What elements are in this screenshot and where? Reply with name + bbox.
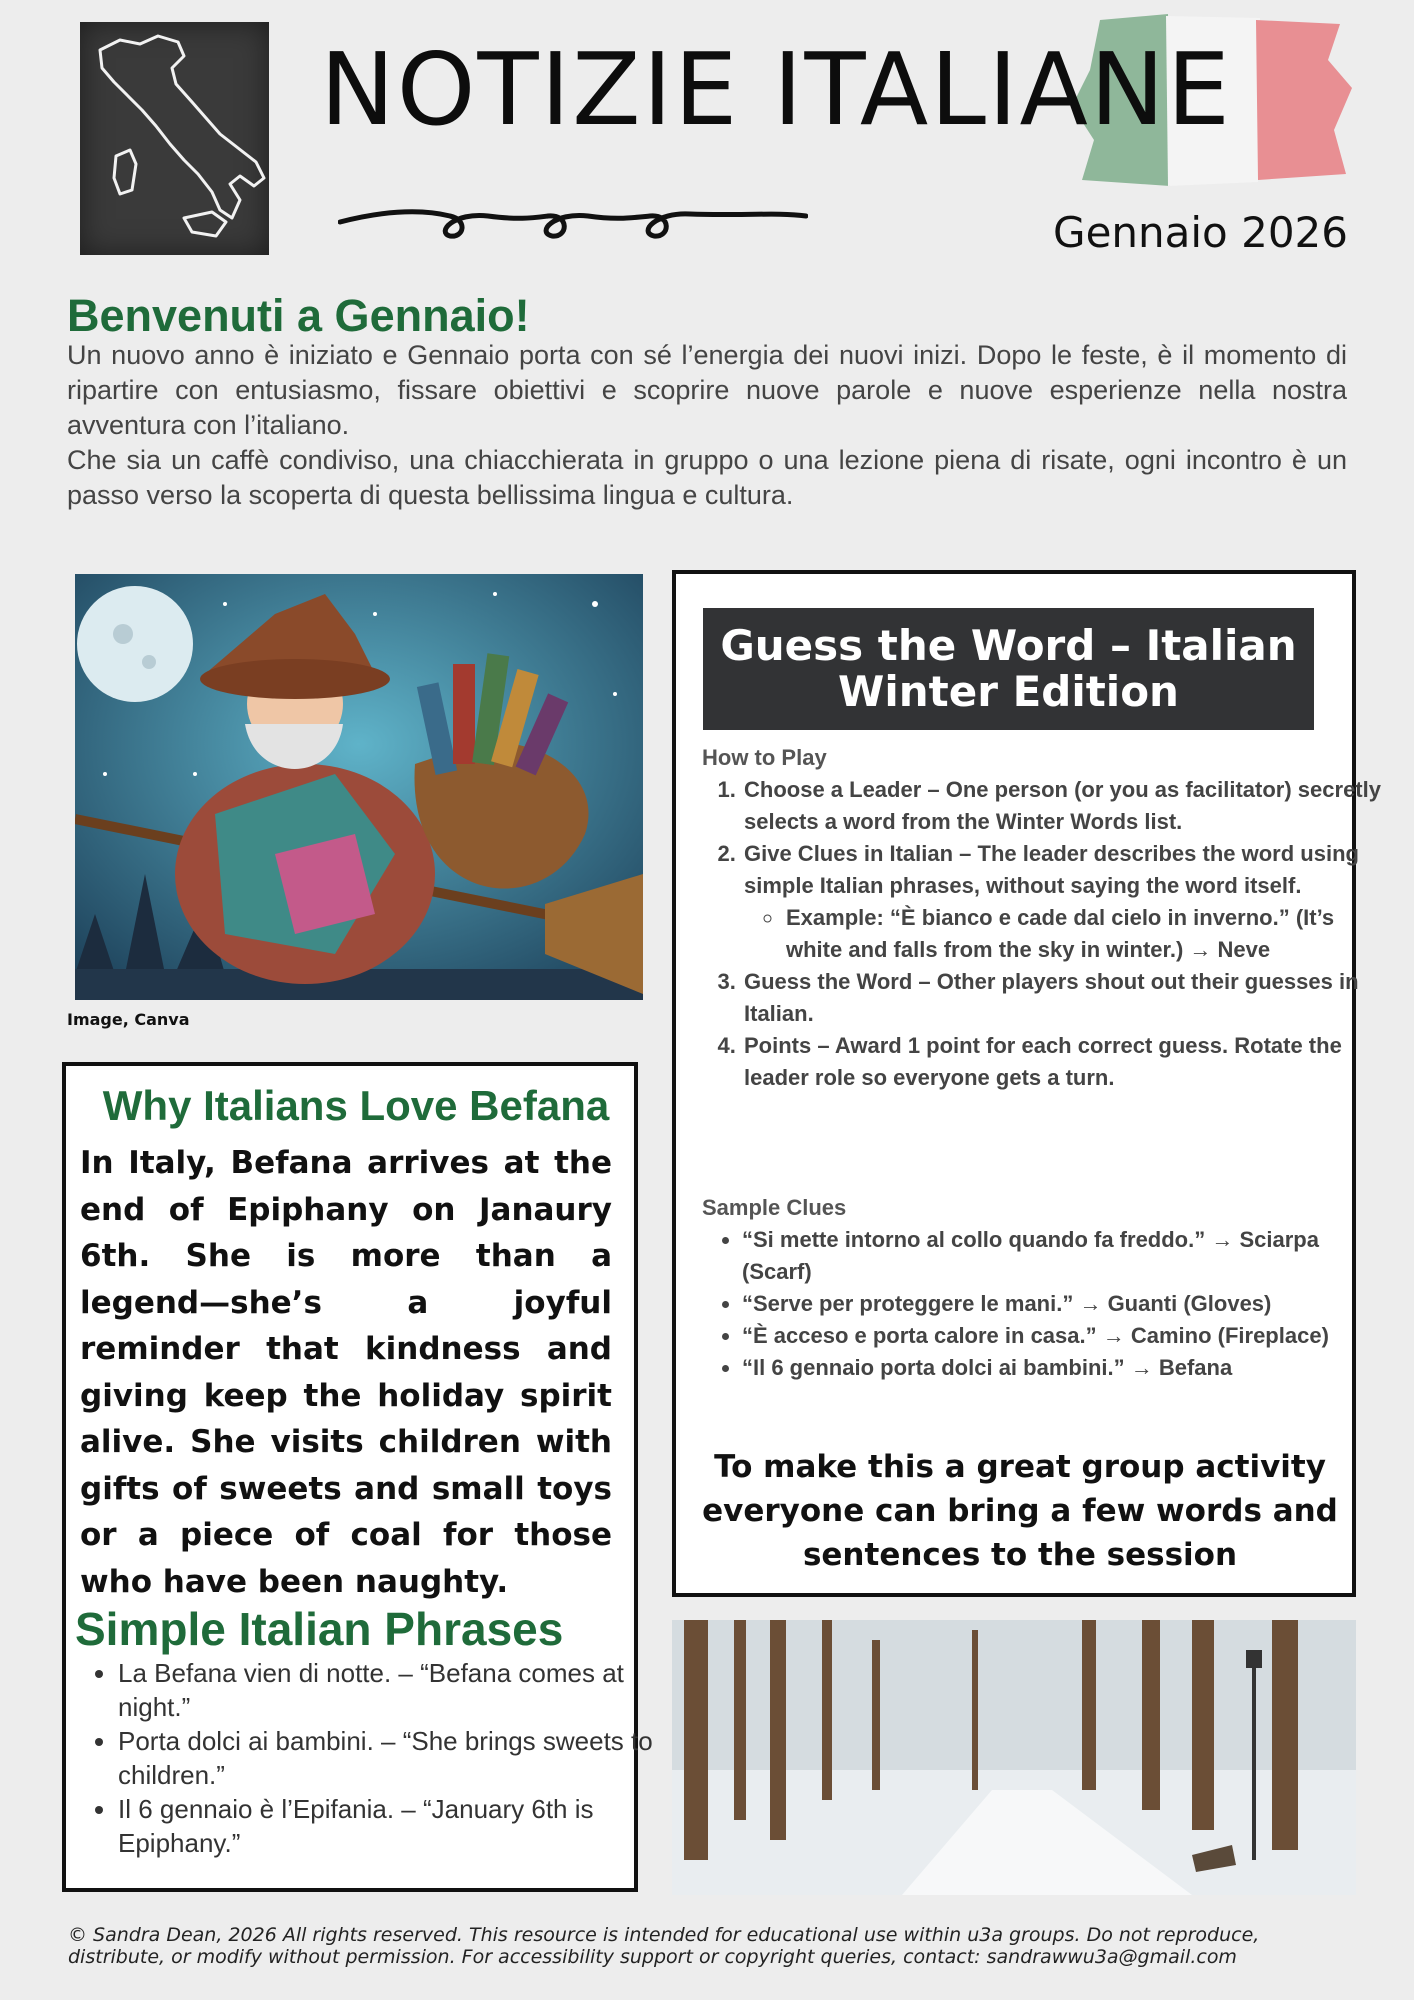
phrases-list xyxy=(80,1656,658,1860)
copyright-footer: © Sandra Dean, 2026 All rights reserved. This resource is intended for educational use within u3a groups. Do not reproduce, distribute, or modify without permission. For accessibility support or copyright queries, contact: sandrawwu3a@gmail.com xyxy=(68,1924,1260,1968)
how-to-play-list xyxy=(702,774,1382,1094)
clue-item: • “Si mette intorno al collo quando fa freddo.” → Sciarpa (Scarf) xyxy=(742,1224,1382,1288)
clue-item: • “È acceso e porta calore in casa.” → Camino (Fireplace) xyxy=(742,1320,1382,1352)
why-befana-heading: Why Italians Love Befana xyxy=(102,1082,610,1129)
phrases-heading: Simple Italian Phrases xyxy=(75,1603,564,1655)
phrase-item: • Porta dolci ai bambini. – “She brings sweets to children.” xyxy=(118,1724,658,1792)
snowy-park-photo xyxy=(672,1620,1356,1895)
clue-item: • “Il 6 gennaio porta dolci ai bambini.” → Befana xyxy=(742,1352,1382,1384)
italy-outline-icon xyxy=(80,22,269,255)
issue-date: Gennaio 2026 xyxy=(1053,208,1348,257)
why-befana-text: In Italy, Befana arrives at the end of Epiphany on Janaury 6th. She is more than a legend—she’s a joyful reminder that kindness and giving keep the holiday spirit alive. She visits children with gifts of sweets and small toys or a piece of coal for those who have been naughty. xyxy=(80,1145,612,1600)
befana-illustration xyxy=(75,574,643,1000)
welcome-heading: Benvenuti a Gennaio! xyxy=(67,290,530,341)
guess-the-word-title: Guess the Word – Italian Winter Edition xyxy=(703,608,1314,730)
sample-clues-heading: Sample Clues xyxy=(702,1195,847,1220)
step-text: Give Clues in Italian – The leader describes the word using simple Italian phrases, without saying the word itself. xyxy=(744,841,1359,898)
newsletter-title: NOTIZIE ITALIANE xyxy=(320,31,1232,148)
step-item xyxy=(742,838,1382,966)
example-list xyxy=(744,902,1382,966)
decorative-squiggle xyxy=(338,198,808,248)
step-item: 4. Points – Award 1 point for each correct guess. Rotate the leader role so everyone gets a turn. xyxy=(742,1030,1382,1094)
step-item: 1. Choose a Leader – One person (or you as facilitator) secretly selects a word from the Winter Words list. xyxy=(742,774,1382,838)
image-credit: Image, Canva xyxy=(67,1010,190,1029)
group-activity-note: To make this a great group activity everyone can bring a few words and sentences to the session xyxy=(702,1449,1338,1573)
intro-text xyxy=(67,338,1347,513)
example-item: ◦ Example: “È bianco e cade dal cielo in inverno.” (It’s white and falls from the sky in winter.) → Neve xyxy=(784,902,1382,966)
phrase-item: • La Befana vien di notte. – “Befana comes at night.” xyxy=(118,1656,658,1724)
intro-paragraph: Un nuovo anno è iniziato e Gennaio porta con sé l’energia dei nuovi inizi. Dopo le feste, è il momento di ripartire con entusiasmo, fissare obiettivi e scoprire nuove parole e nuove esperienze nella nostra avventura con l’italiano. xyxy=(67,340,1347,440)
italy-map-image xyxy=(80,22,269,255)
phrase-item: • Il 6 gennaio è l’Epifania. – “January 6th is Epiphany.” xyxy=(118,1792,658,1860)
clue-item: • “Serve per proteggere le mani.” → Guanti (Gloves) xyxy=(742,1288,1382,1320)
sample-clues-list xyxy=(702,1224,1382,1384)
intro-paragraph: Che sia un caffè condiviso, una chiacchierata in gruppo o una lezione piena di risate, ogni incontro è un passo verso la scoperta di questa bellissima lingua e cultura. xyxy=(67,445,1347,510)
step-item: 3. Guess the Word – Other players shout out their guesses in Italian. xyxy=(742,966,1382,1030)
how-to-play-heading: How to Play xyxy=(702,745,827,770)
